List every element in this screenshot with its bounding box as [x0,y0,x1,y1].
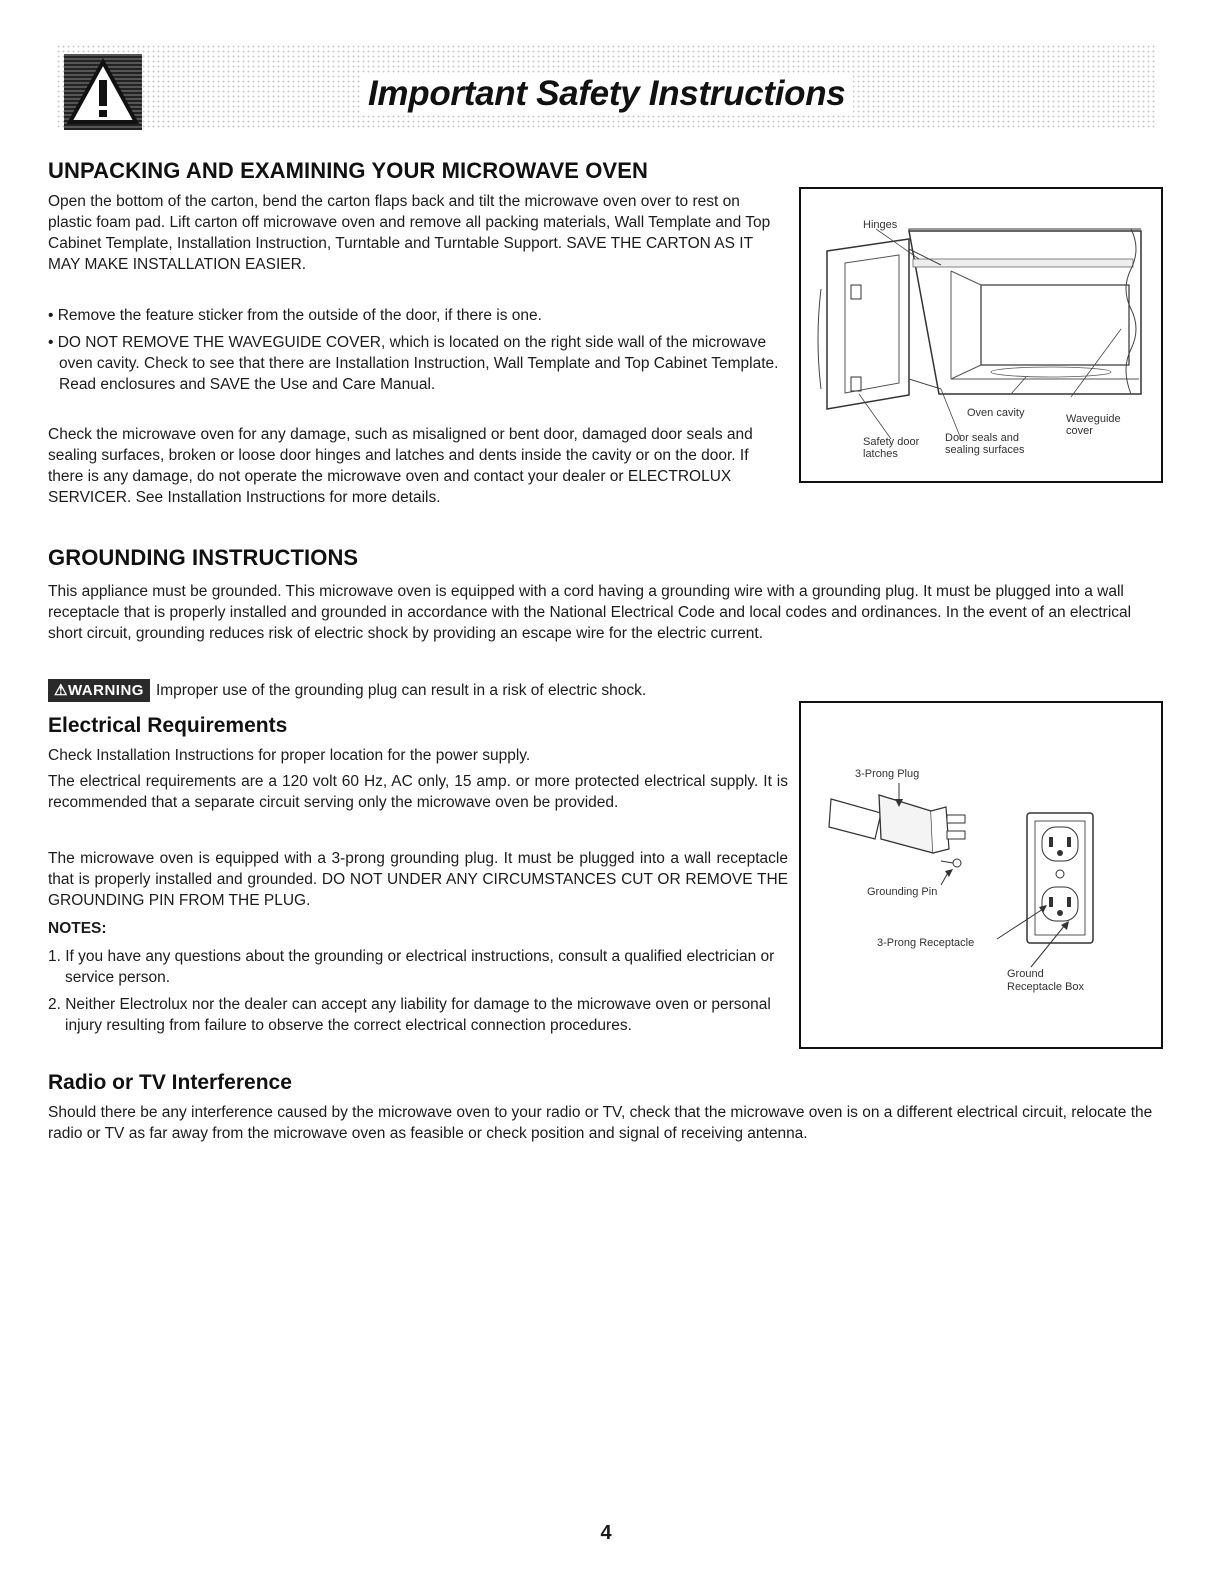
warning-badge: ⚠WARNING [48,679,150,702]
label-door-seals-2: sealing surfaces [945,444,1025,456]
microwave-oven-diagram [801,189,1161,481]
label-3-prong-plug: 3-Prong Plug [855,768,920,780]
page-title: Important Safety Instructions [360,74,853,114]
page-number: 4 [600,1522,612,1544]
label-3-prong-receptacle: 3-Prong Receptacle [877,937,975,949]
warning-triangle-icon [64,54,142,130]
label-ground: Ground [1007,968,1044,980]
note-1: 1. If you have any questions about the grounding or electrical instructions, consult a qualified electrician or service person. [48,948,775,986]
electrical-p3: The microwave oven is equipped with a 3-prong grounding plug. It must be plugged into a wall receptacle that is properly installed and grounded. DO NOT UNDER ANY CIRCUMSTANCES CUT OR REMOVE THE GROUNDING PIN FROM THE PLUG. [48,850,788,909]
label-safety-door-2: latches [863,448,898,460]
warning-icon: ⚠ [54,682,68,699]
label-door-seals-1: Door seals and [945,432,1019,444]
unpacking-intro: Open the bottom of the carton, bend the carton flaps back and tilt the microwave oven over to rest on plastic foam pad. Lift carton off microwave oven and remove all packing materials, Wall Template and Top Cabinet Template, Installation Instruction, Turntable and Turntable Support. SAVE THE CARTON AS IT MAY MAKE INSTALLATION EASIER. [48,193,771,273]
grounding-heading: GROUNDING INSTRUCTIONS [48,545,359,570]
label-waveguide-1: Waveguide [1066,413,1121,425]
warning-text: Improper use of the grounding plug can result in a risk of electric shock. [155,682,647,699]
grounding-plug-figure [799,701,1163,1049]
radio-body: Should there be any interference caused by the microwave oven to your radio or TV, check that the microwave oven is on a different electrical circuit, relocate the radio or TV as far away from the microwave oven as feasible or check position and signal of receiving antenna. [48,1104,1153,1142]
label-safety-door-1: Safety door [863,436,920,448]
unpacking-heading: UNPACKING AND EXAMINING YOUR MICROWAVE OVEN [48,158,648,183]
electrical-p2: The electrical requirements are a 120 volt 60 Hz, AC only, 15 amp. or more protected electrical supply. It is recommended that a separate circuit serving only the microwave oven be provided. [48,773,788,811]
label-oven-cavity: Oven cavity [967,407,1025,419]
radio-heading: Radio or TV Interference [48,1071,292,1094]
note-2: 2. Neither Electrolux nor the dealer can accept any liability for damage to the microwave oven or personal injury resulting from failure to observe the correct electrical connection procedures. [48,996,771,1034]
microwave-oven-figure [799,187,1163,483]
grounding-body: This appliance must be grounded. This microwave oven is equipped with a cord having a grounding wire with a grounding plug. It must be plugged into a wall receptacle that is properly installed and grounded in accordance with the National Electrical Code and local codes and ordinances. In the event of an electrical short circuit, grounding reduces risk of electric shock by providing an escape wire for the electric current. [48,583,1132,642]
label-waveguide-2: cover [1066,425,1093,437]
electrical-heading: Electrical Requirements [48,714,288,737]
notes-label: NOTES: [48,920,107,937]
unpacking-check: Check the microwave oven for any damage, such as misaligned or bent door, damaged door seals and sealing surfaces, broken or loose door hinges and latches and dents inside the cavity or on the door. If there is any damage, do not operate the microwave oven and contact your dealer or ELECTROLUX SERVICER. See Installation Instructions for more details. [48,426,753,506]
warning-line [48,679,1163,702]
grounding-plug-diagram [801,703,1161,1047]
electrical-p1: Check Installation Instructions for proper location for the power supply. [48,747,531,764]
unpacking-bullet-1: • Remove the feature sticker from the outside of the door, if there is one. [48,307,542,324]
unpacking-bullet-2: • DO NOT REMOVE THE WAVEGUIDE COVER, which is located on the right side wall of the microwave oven cavity. Check to see that there are Installation Instruction, Wall Template and Top Cabinet Template. Read enclosures and SAVE the Use and Care Manual. [48,334,779,393]
label-hinges: Hinges [863,219,898,231]
label-receptacle-box: Receptacle Box [1007,981,1085,993]
label-grounding-pin: Grounding Pin [867,886,938,898]
